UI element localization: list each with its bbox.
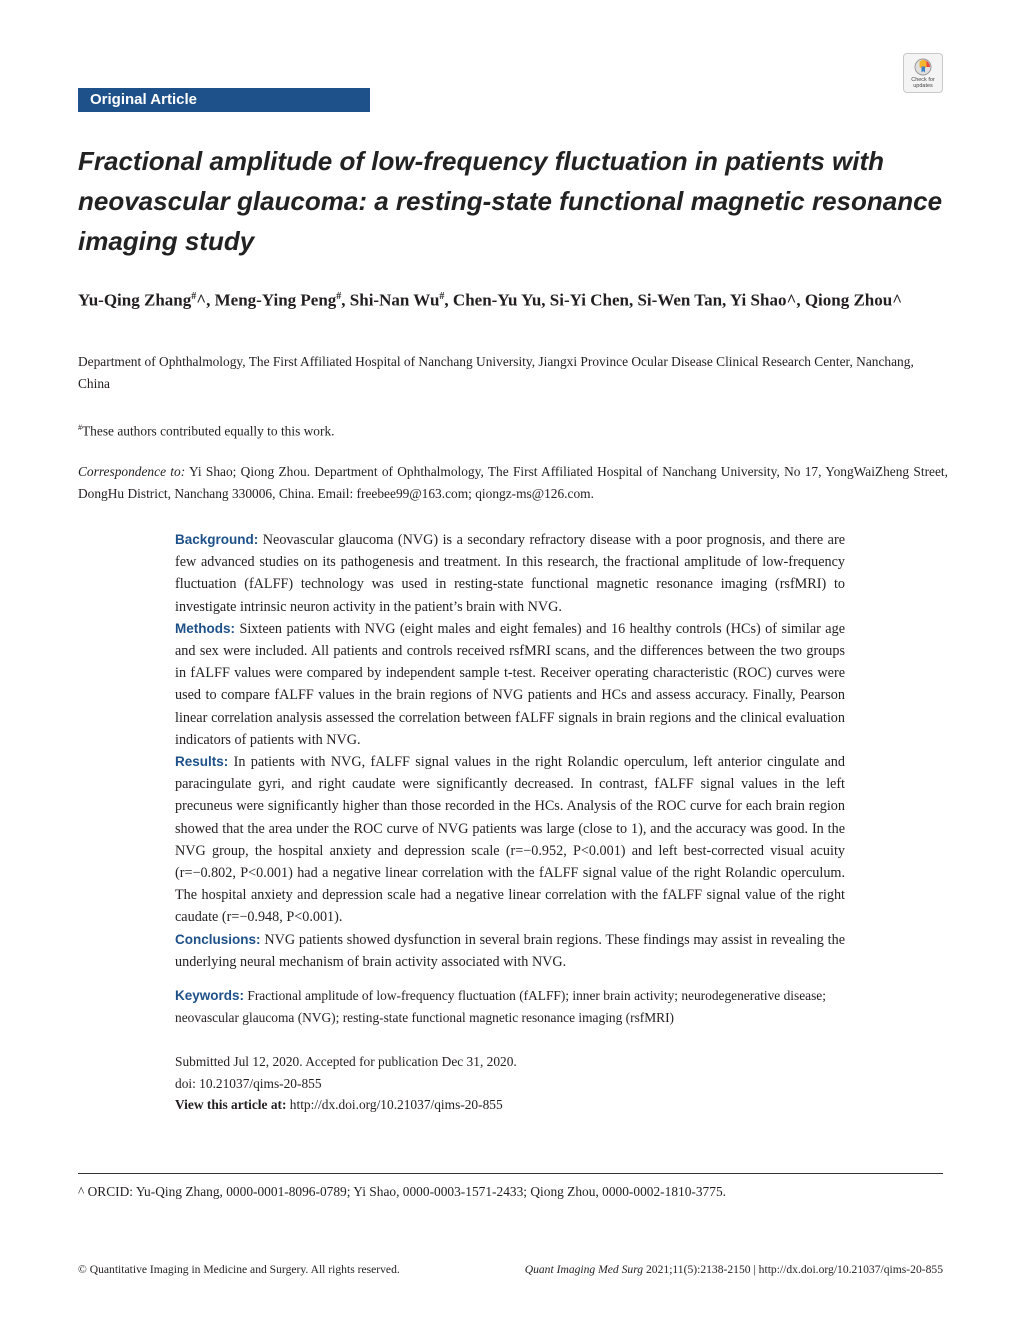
keywords-label: Keywords: (175, 988, 245, 1003)
section-heading: Results: (175, 754, 229, 770)
author-name: Meng-Ying Peng (214, 290, 337, 310)
article-link[interactable]: http://dx.doi.org/10.21037/qims-20-855 (286, 1097, 503, 1112)
abstract-background: Background: Neovascular glaucoma (NVG) is a secondary refractory disease with a poor prognosis, and there are few advanced studies on its pathogenesis and treatment. In this research, the fractional amplitude of low-frequency fluctuation (fALFF) technology was used in resting-state functional magnetic resonance imaging (rsfMRI) to investigate intrinsic neuron activity in the patient’s brain with NVG. (175, 532, 845, 615)
keywords-text: Fractional amplitude of low-frequency fluctuation (fALFF); inner brain activity; neurodegenerative disease; neovascular glaucoma (NVG); resting-state functional magnetic resonance imaging (rsfMRI) (175, 988, 826, 1025)
section-heading: Conclusions: (175, 931, 261, 947)
equal-contribution-mark: # (439, 291, 445, 302)
abstract (175, 529, 845, 973)
abstract-conclusions: Conclusions: NVG patients showed dysfunction in several brain regions. These findings may assist in revealing the underlying neural mechanism of brain activity associated with NVG. (175, 931, 845, 970)
author-name: Shi-Nan Wu (349, 290, 440, 310)
crossmark-icon (913, 57, 933, 77)
check-for-updates-label: Check for updates (911, 77, 935, 89)
equal-contribution-mark: # (191, 291, 197, 302)
journal-name: Quant Imaging Med Surg (524, 1263, 644, 1276)
copyright: © Quantitative Imaging in Medicine and Surgery. All rights reserved. (78, 1263, 400, 1276)
view-article-label: View this article at: (175, 1097, 287, 1112)
abstract-methods: Methods: Sixteen patients with NVG (eight males and eight females) and 16 healthy controls (HCs) of similar age and sex were included. All patients and controls received rsfMRI scans, and the differences between the two groups in fALFF values were compared by independent sample t-test. Receiver operating characteristic (ROC) curves were used to compare fALFF values in the brain regions of NVG patients and HCs and assess accuracy. Finally, Pearson linear correlation analysis assessed the correlation between fALFF signals in brain regions and the clinical evaluation indicators of patients with NVG. (175, 620, 845, 748)
footnote-divider (78, 1173, 943, 1174)
orcid-footnote: ^ ORCID: Yu-Qing Zhang, 0000-0001-8096-0789; Yi Shao, 0000-0003-1571-2433; Qiong Zhou, 0000-0002-1810-3775. (78, 1184, 726, 1199)
citation-info: 2021;11(5):2138-2150 | http://dx.doi.org/10.21037/qims-20-855 (643, 1263, 943, 1276)
doi: doi: 10.21037/qims-20-855 (175, 1075, 322, 1091)
article-type-badge: Original Article (78, 88, 370, 112)
affiliation: Department of Ophthalmology, The First Affiliated Hospital of Nanchang University, Jiangxi Province Ocular Disease Clinical Research Center, Nanchang, China (78, 354, 914, 391)
article-title: Fractional amplitude of low-frequency fluctuation in patients with neovascular glaucoma: a resting-state functional magnetic resonance imaging study (78, 146, 943, 256)
section-heading: Background: (175, 532, 259, 547)
publication-info (175, 1051, 845, 1116)
section-heading: Methods: (175, 620, 235, 636)
correspondence-label: Correspondence to: (78, 464, 186, 479)
keywords (175, 985, 845, 1029)
author-list: Yu-Qing Zhang#^, Meng-Ying Peng#, Shi-Nan Wu#, Chen-Yu Yu, Si-Yi Chen, Si-Wen Tan, Yi Shao^, Qiong Zhou^ (78, 290, 903, 310)
correspondence-text: Yi Shao; Qiong Zhou. Department of Ophthalmology, The First Affiliated Hospital of Nanchang University, No 17, YongWaiZheng Street, DongHu District, Nanchang 330006, China. Email: freebee99@163.com; qiongz-ms@126.com. (78, 464, 948, 501)
submission-dates: Submitted Jul 12, 2020. Accepted for publication Dec 31, 2020. (175, 1054, 517, 1069)
equal-contribution-note: #These authors contributed equally to this work. (78, 423, 335, 439)
view-article-line (175, 1094, 845, 1116)
author-name: Yu-Qing Zhang (78, 290, 192, 310)
abstract-results: Results: In patients with NVG, fALFF signal values in the right Rolandic operculum, left anterior cingulate and paracingulate gyri, and right caudate were significantly decreased. In contrast, fALFF signal values in the left precuneus were significantly higher than those recorded in the HCs. Analysis of the ROC curve for each brain region showed that the area under the ROC curve of NVG patients was large (close to 1), and the accuracy was good. In the NVG group, the hospital anxiety and depression scale (r=−0.952, P<0.001) and left best-corrected visual acuity (r=−0.802, P<0.001) had a negative linear correlation with the fALFF signal value of the right Rolandic operculum. The hospital anxiety and depression scale had a negative linear correlation with the fALFF signal value of the right caudate (r=−0.948, P<0.001). (175, 754, 845, 926)
check-for-updates-button[interactable] (903, 53, 943, 93)
correspondence (78, 461, 948, 505)
author-list-rest: , Chen-Yu Yu, Si-Yi Chen, Si-Wen Tan, Yi Shao^, Qiong Zhou^ (444, 290, 903, 310)
journal-citation (525, 1262, 943, 1278)
equal-contribution-mark: # (336, 291, 342, 302)
